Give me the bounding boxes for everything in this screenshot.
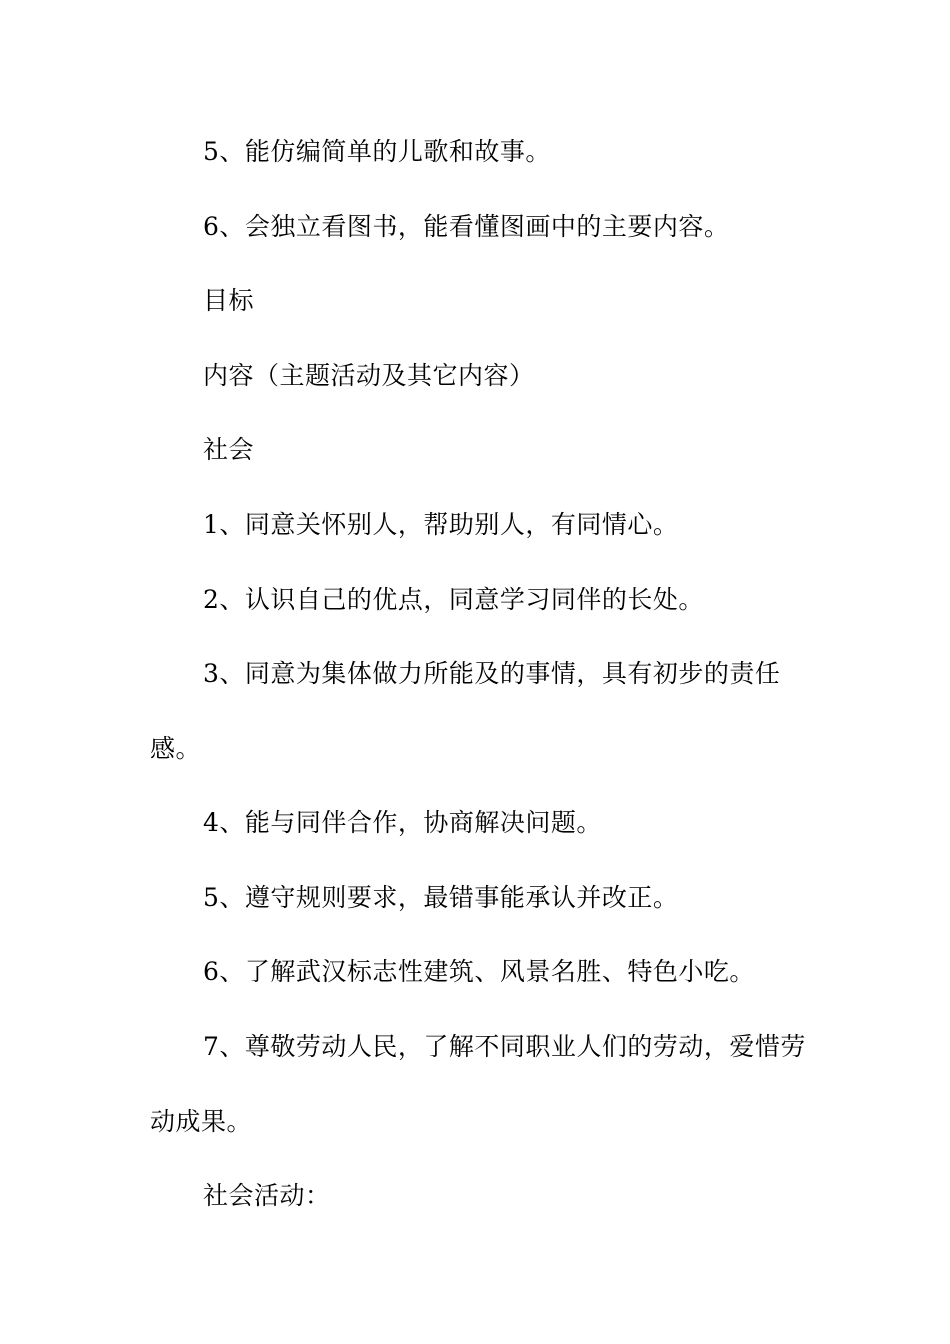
section-heading: 内容（主题活动及其它内容） [203, 361, 535, 390]
section-heading: 社会活动： [203, 1181, 331, 1210]
paragraph-line: 3、同意为集体做力所能及的事情，具有初步的责任 [203, 659, 781, 688]
section-heading: 社会 [203, 435, 255, 464]
paragraph-line: 2、认识自己的优点，同意学习同伴的长处。 [203, 585, 704, 614]
paragraph-line-continuation: 感。 [150, 734, 202, 763]
paragraph-line: 5、能仿编简单的儿歌和故事。 [203, 137, 551, 166]
paragraph-line-continuation: 动成果。 [150, 1107, 253, 1136]
paragraph-line: 7、尊敬劳动人民，了解不同职业人们的劳动，爱惜劳 [203, 1032, 806, 1061]
section-heading: 目标 [203, 286, 255, 315]
paragraph-line: 1、同意关怀别人，帮助别人，有同情心。 [203, 510, 679, 539]
paragraph-line: 6、会独立看图书，能看懂图画中的主要内容。 [203, 212, 730, 241]
paragraph-line: 5、遵守规则要求，最错事能承认并改正。 [203, 883, 679, 912]
paragraph-line: 6、了解武汉标志性建筑、风景名胜、特色小吃。 [203, 957, 755, 986]
paragraph-line: 4、能与同伴合作，协商解决问题。 [203, 808, 602, 837]
